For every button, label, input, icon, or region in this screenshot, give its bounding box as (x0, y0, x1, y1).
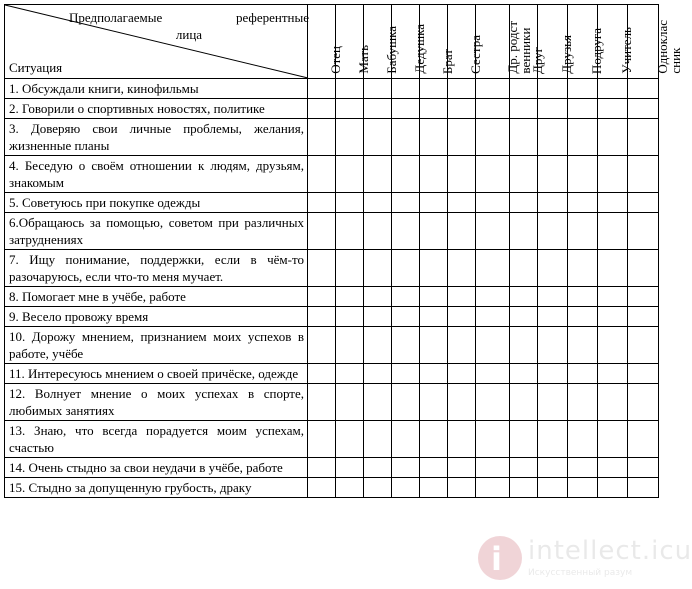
table-row (5, 384, 659, 421)
answer-cell[interactable] (392, 79, 420, 99)
answer-cell[interactable] (568, 119, 598, 156)
situation-cell: 12. Волнует мнение о моих успехах в спорте, любимых занятиях (5, 384, 308, 421)
column-label: Отец (327, 46, 343, 74)
answer-cell[interactable] (568, 458, 598, 478)
answer-cell[interactable] (510, 364, 538, 384)
answer-cell[interactable] (476, 156, 510, 193)
answer-cell[interactable] (420, 79, 448, 99)
answer-cell[interactable] (538, 79, 568, 99)
answer-cell[interactable] (510, 156, 538, 193)
answer-cell[interactable] (598, 458, 628, 478)
answer-cell[interactable] (476, 119, 510, 156)
column-header (476, 5, 533, 79)
answer-cell[interactable] (538, 478, 568, 498)
answer-cell[interactable] (538, 250, 568, 287)
answer-cell[interactable] (448, 327, 476, 364)
answer-cell[interactable] (628, 458, 659, 478)
answer-cell[interactable] (476, 458, 510, 478)
answer-cell[interactable] (448, 384, 476, 421)
answer-cell[interactable] (308, 384, 336, 421)
answer-cell[interactable] (510, 119, 538, 156)
answer-cell[interactable] (448, 99, 476, 119)
answer-cell[interactable] (420, 327, 448, 364)
answer-cell[interactable] (628, 384, 659, 421)
answer-cell[interactable] (364, 99, 392, 119)
situation-cell: 8. Помогает мне в учёбе, работе (5, 287, 308, 307)
answer-cell[interactable] (420, 421, 448, 458)
answer-cell[interactable] (568, 99, 598, 119)
answer-cell[interactable] (308, 193, 336, 213)
answer-cell[interactable] (364, 384, 392, 421)
answer-cell[interactable] (420, 364, 448, 384)
table-row (5, 119, 659, 156)
answer-cell[interactable] (448, 193, 476, 213)
answer-cell[interactable] (510, 327, 538, 364)
answer-cell[interactable] (336, 79, 364, 99)
situation-cell: 1. Обсуждали книги, кинофильмы (5, 79, 308, 99)
answer-cell[interactable] (598, 287, 628, 307)
answer-cell[interactable] (420, 213, 448, 250)
answer-cell[interactable] (420, 193, 448, 213)
answer-cell[interactable] (568, 79, 598, 99)
answer-cell[interactable] (448, 307, 476, 327)
answer-cell[interactable] (364, 119, 392, 156)
answer-cell[interactable] (598, 478, 628, 498)
answer-cell[interactable] (336, 287, 364, 307)
answer-cell[interactable] (598, 99, 628, 119)
answer-cell[interactable] (308, 99, 336, 119)
situation-heading: Ситуация (9, 60, 63, 75)
answer-cell[interactable] (336, 119, 364, 156)
answer-cell[interactable] (392, 364, 420, 384)
answer-cell[interactable] (538, 327, 568, 364)
answer-cell[interactable] (510, 458, 538, 478)
answer-cell[interactable] (336, 384, 364, 421)
answer-cell[interactable] (598, 327, 628, 364)
answer-cell[interactable] (364, 478, 392, 498)
column-label: Дедушка (411, 24, 427, 74)
answer-cell[interactable] (448, 250, 476, 287)
answer-cell[interactable] (420, 458, 448, 478)
answer-cell[interactable] (364, 79, 392, 99)
answer-cell[interactable] (568, 307, 598, 327)
column-header (308, 5, 343, 79)
answer-cell[interactable] (336, 193, 364, 213)
answer-cell[interactable] (538, 364, 568, 384)
answer-cell[interactable] (392, 384, 420, 421)
answer-cell[interactable] (392, 99, 420, 119)
answer-cell[interactable] (598, 79, 628, 99)
table-row (5, 213, 659, 250)
answer-cell[interactable] (336, 421, 364, 458)
answer-cell[interactable] (476, 287, 510, 307)
answer-cell[interactable] (538, 421, 568, 458)
situation-cell: 5. Советуюсь при покупке одежды (5, 193, 308, 213)
situation-cell: 13. Знаю, что всегда порадуется моим успехам, счастью (5, 421, 308, 458)
answer-cell[interactable] (364, 364, 392, 384)
answer-cell[interactable] (336, 213, 364, 250)
answer-cell[interactable] (392, 327, 420, 364)
answer-cell[interactable] (420, 119, 448, 156)
answer-cell[interactable] (308, 364, 336, 384)
table-row (5, 327, 659, 364)
answer-cell[interactable] (476, 364, 510, 384)
answer-cell[interactable] (538, 213, 568, 250)
answer-cell[interactable] (476, 478, 510, 498)
answer-cell[interactable] (510, 384, 538, 421)
answer-cell[interactable] (538, 307, 568, 327)
column-header (336, 5, 371, 79)
answer-cell[interactable] (308, 307, 336, 327)
column-header (568, 5, 604, 79)
answer-cell[interactable] (420, 250, 448, 287)
column-header (598, 5, 634, 79)
answer-cell[interactable] (448, 119, 476, 156)
answer-cell[interactable] (628, 307, 659, 327)
answer-cell[interactable] (510, 99, 538, 119)
answer-cell[interactable] (364, 193, 392, 213)
watermark-name: intellect.icu (528, 536, 692, 566)
answer-cell[interactable] (476, 79, 510, 99)
answer-cell[interactable] (392, 119, 420, 156)
answer-cell[interactable] (510, 421, 538, 458)
answer-cell[interactable] (568, 287, 598, 307)
answer-cell[interactable] (364, 213, 392, 250)
header-row (5, 5, 659, 79)
column-label: Друг (529, 46, 545, 74)
answer-cell[interactable] (538, 193, 568, 213)
answer-cell[interactable] (476, 421, 510, 458)
answer-cell[interactable] (420, 384, 448, 421)
column-label: Брат (439, 48, 455, 74)
answer-cell[interactable] (568, 250, 598, 287)
answer-cell[interactable] (392, 307, 420, 327)
answer-cell[interactable] (568, 193, 598, 213)
answer-cell[interactable] (392, 193, 420, 213)
situation-cell: 6.Обращаюсь за помощью, советом при различных затруднениях (5, 213, 308, 250)
watermark-logo-icon (478, 536, 522, 580)
answer-cell[interactable] (364, 327, 392, 364)
column-label: Одноклас сник (655, 20, 683, 74)
answer-cell[interactable] (392, 156, 420, 193)
table-row (5, 421, 659, 458)
table-row (5, 307, 659, 327)
situation-cell: 14. Очень стыдно за свои неудачи в учёбе, работе (5, 458, 308, 478)
answer-cell[interactable] (336, 327, 364, 364)
answer-cell[interactable] (448, 79, 476, 99)
answer-cell[interactable] (628, 193, 659, 213)
answer-cell[interactable] (476, 327, 510, 364)
answer-cell[interactable] (364, 287, 392, 307)
answer-cell[interactable] (336, 364, 364, 384)
situation-cell: 10. Дорожу мнением, признанием моих успехов в работе, учёбе (5, 327, 308, 364)
answer-cell[interactable] (598, 119, 628, 156)
answer-cell[interactable] (364, 307, 392, 327)
answer-cell[interactable] (628, 119, 659, 156)
heading-word-1: Предполагаемые (69, 10, 163, 25)
column-label: Др. родст венники (504, 21, 533, 74)
heading-word-3: лица (175, 27, 203, 42)
answer-cell[interactable] (476, 307, 510, 327)
column-label: Друзья (558, 35, 574, 74)
answer-cell[interactable] (598, 307, 628, 327)
answer-cell[interactable] (448, 287, 476, 307)
situation-cell: 4. Беседую о своём отношении к людям, друзьям, знакомым (5, 156, 308, 193)
answer-cell[interactable] (308, 79, 336, 99)
column-label: Подруга (588, 27, 604, 74)
answer-cell[interactable] (598, 364, 628, 384)
answer-cell[interactable] (538, 287, 568, 307)
situation-cell: 3. Доверяю свои личные проблемы, желания, жизненные планы (5, 119, 308, 156)
answer-cell[interactable] (308, 156, 336, 193)
answer-cell[interactable] (628, 156, 659, 193)
answer-cell[interactable] (420, 307, 448, 327)
answer-cell[interactable] (628, 79, 659, 99)
column-header (628, 5, 683, 79)
answer-cell[interactable] (628, 287, 659, 307)
table-body (5, 79, 659, 498)
table-row (5, 250, 659, 287)
answer-cell[interactable] (392, 458, 420, 478)
answer-cell[interactable] (568, 213, 598, 250)
column-label: Мать (355, 45, 371, 74)
answer-cell[interactable] (476, 213, 510, 250)
answer-cell[interactable] (538, 99, 568, 119)
answer-cell[interactable] (598, 384, 628, 421)
column-header (392, 5, 427, 79)
answer-cell[interactable] (392, 287, 420, 307)
answer-cell[interactable] (538, 156, 568, 193)
answer-cell[interactable] (598, 156, 628, 193)
watermark-subtitle: Искусственный разум (528, 568, 633, 578)
answer-cell[interactable] (308, 250, 336, 287)
corner-header-cell (5, 5, 308, 79)
referent-persons-table (4, 4, 683, 498)
column-header (510, 5, 545, 79)
answer-cell[interactable] (392, 213, 420, 250)
answer-cell[interactable] (598, 193, 628, 213)
answer-cell[interactable] (476, 250, 510, 287)
answer-cell[interactable] (598, 250, 628, 287)
answer-cell[interactable] (392, 250, 420, 287)
table-row (5, 287, 659, 307)
answer-cell[interactable] (308, 478, 336, 498)
answer-cell[interactable] (336, 307, 364, 327)
answer-cell[interactable] (308, 287, 336, 307)
answer-cell[interactable] (336, 99, 364, 119)
answer-cell[interactable] (448, 213, 476, 250)
column-header (448, 5, 483, 79)
answer-cell[interactable] (628, 364, 659, 384)
answer-cell[interactable] (476, 99, 510, 119)
referent-persons-heading (69, 9, 309, 43)
answer-cell[interactable] (364, 458, 392, 478)
answer-cell[interactable] (364, 250, 392, 287)
answer-cell[interactable] (308, 119, 336, 156)
watermark-logo-letter: i (491, 540, 502, 578)
answer-cell[interactable] (392, 421, 420, 458)
answer-cell[interactable] (538, 458, 568, 478)
answer-cell[interactable] (364, 156, 392, 193)
situation-cell: 2. Говорили о спортивных новостях, политике (5, 99, 308, 119)
answer-cell[interactable] (628, 250, 659, 287)
answer-cell[interactable] (628, 421, 659, 458)
answer-cell[interactable] (628, 99, 659, 119)
answer-cell[interactable] (510, 79, 538, 99)
table-row (5, 364, 659, 384)
answer-cell[interactable] (308, 213, 336, 250)
answer-cell[interactable] (448, 478, 476, 498)
table-row (5, 193, 659, 213)
column-label: Бабушка (383, 26, 399, 74)
answer-cell[interactable] (336, 458, 364, 478)
answer-cell[interactable] (308, 421, 336, 458)
answer-cell[interactable] (336, 250, 364, 287)
answer-cell[interactable] (568, 156, 598, 193)
answer-cell[interactable] (598, 213, 628, 250)
column-header (420, 5, 455, 79)
situation-cell: 15. Стыдно за допущенную грубость, драку (5, 478, 308, 498)
table-row (5, 458, 659, 478)
answer-cell[interactable] (336, 156, 364, 193)
answer-cell[interactable] (510, 213, 538, 250)
answer-cell[interactable] (568, 384, 598, 421)
table-row (5, 79, 659, 99)
answer-cell[interactable] (308, 327, 336, 364)
situation-cell: 9. Весело провожу время (5, 307, 308, 327)
answer-cell[interactable] (448, 156, 476, 193)
answer-cell[interactable] (628, 478, 659, 498)
table-row (5, 99, 659, 119)
answer-cell[interactable] (392, 478, 420, 498)
column-label: Сестра (467, 35, 483, 74)
answer-cell[interactable] (420, 478, 448, 498)
column-label: Учитель (618, 27, 634, 74)
answer-cell[interactable] (476, 193, 510, 213)
answer-cell[interactable] (538, 119, 568, 156)
answer-cell[interactable] (568, 478, 598, 498)
answer-cell[interactable] (308, 458, 336, 478)
answer-cell[interactable] (628, 327, 659, 364)
answer-cell[interactable] (510, 307, 538, 327)
table-row (5, 478, 659, 498)
answer-cell[interactable] (336, 478, 364, 498)
answer-cell[interactable] (510, 193, 538, 213)
answer-cell[interactable] (510, 250, 538, 287)
situation-cell: 7. Ищу понимание, поддержки, если в чём-то разочаруюсь, если что-то меня мучает. (5, 250, 308, 287)
answer-cell[interactable] (598, 421, 628, 458)
watermark (478, 532, 692, 588)
column-header (538, 5, 574, 79)
answer-cell[interactable] (568, 327, 598, 364)
answer-cell[interactable] (448, 458, 476, 478)
answer-cell[interactable] (420, 156, 448, 193)
situation-cell: 11. Интересуюсь мнением о своей причёске, одежде (5, 364, 308, 384)
answer-cell[interactable] (364, 421, 392, 458)
answer-cell[interactable] (628, 213, 659, 250)
answer-cell[interactable] (538, 384, 568, 421)
answer-cell[interactable] (568, 364, 598, 384)
heading-word-2: референтные (236, 10, 309, 25)
answer-cell[interactable] (420, 99, 448, 119)
answer-cell[interactable] (448, 421, 476, 458)
answer-cell[interactable] (510, 287, 538, 307)
answer-cell[interactable] (420, 287, 448, 307)
table-row (5, 156, 659, 193)
answer-cell[interactable] (568, 421, 598, 458)
answer-cell[interactable] (510, 478, 538, 498)
column-header (364, 5, 399, 79)
answer-cell[interactable] (448, 364, 476, 384)
answer-cell[interactable] (476, 384, 510, 421)
